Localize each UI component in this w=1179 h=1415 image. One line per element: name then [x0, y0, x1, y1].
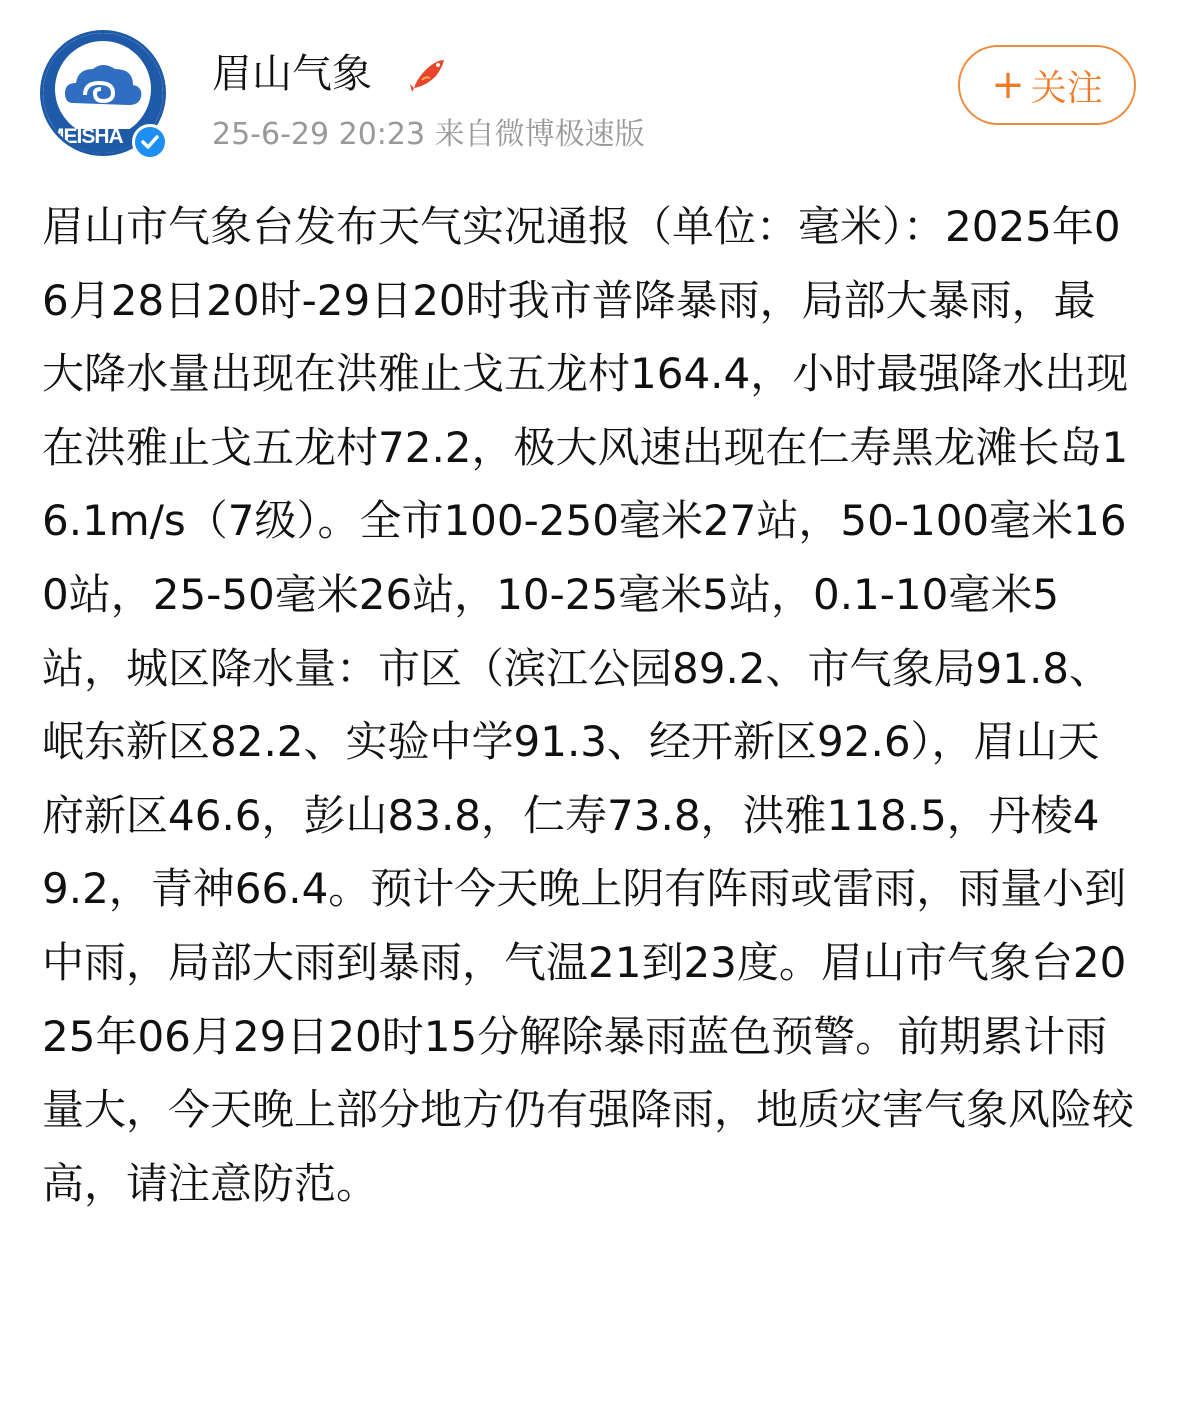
follow-button[interactable]	[958, 45, 1136, 125]
post-meta: 25-6-29 20:23 来自微博极速版	[212, 117, 645, 152]
fish-icon	[408, 54, 448, 98]
post-content: 眉山市气象台发布天气实况通报（单位：毫米）：2025年06月28日20时-29日20时我市普降暴雨，局部大暴雨，最大降水量出现在洪雅止戈五龙村164.4，小时最强降水出现在洪雅止戈五龙村72.2，极大风速出现在仁寿黑龙滩长岛16.1m/s（7级）。全市100-250毫米27站，50-100毫米160站，25-50毫米26站，10-25毫米5站，0.1-10毫米5站，城区降水量：市区（滨江公园89.2、市气象局91.8、岷东新区82.2、实验中学91.3、经开新区92.6），眉山天府新区46.6，彭山83.8，仁寿73.8，洪雅118.5，丹棱49.2，青神66.4。预计今天晚上阴有阵雨或雷雨，雨量小到中雨，局部大雨到暴雨，气温21到23度。眉山市气象台2025年06月29日20时15分解除暴雨蓝色预警。前期累计雨量大，今天晚上部分地方仍有强降雨，地质灾害气象风险较高，请注意防范。	[42, 202, 1135, 1208]
verified-icon	[132, 124, 168, 160]
user-name[interactable]: 眉山气象	[212, 51, 372, 97]
avatar-text: MEISHA	[47, 125, 123, 148]
post-header	[0, 0, 1179, 175]
plus-icon: +	[991, 62, 1025, 108]
follow-label: 关注	[1030, 67, 1103, 109]
